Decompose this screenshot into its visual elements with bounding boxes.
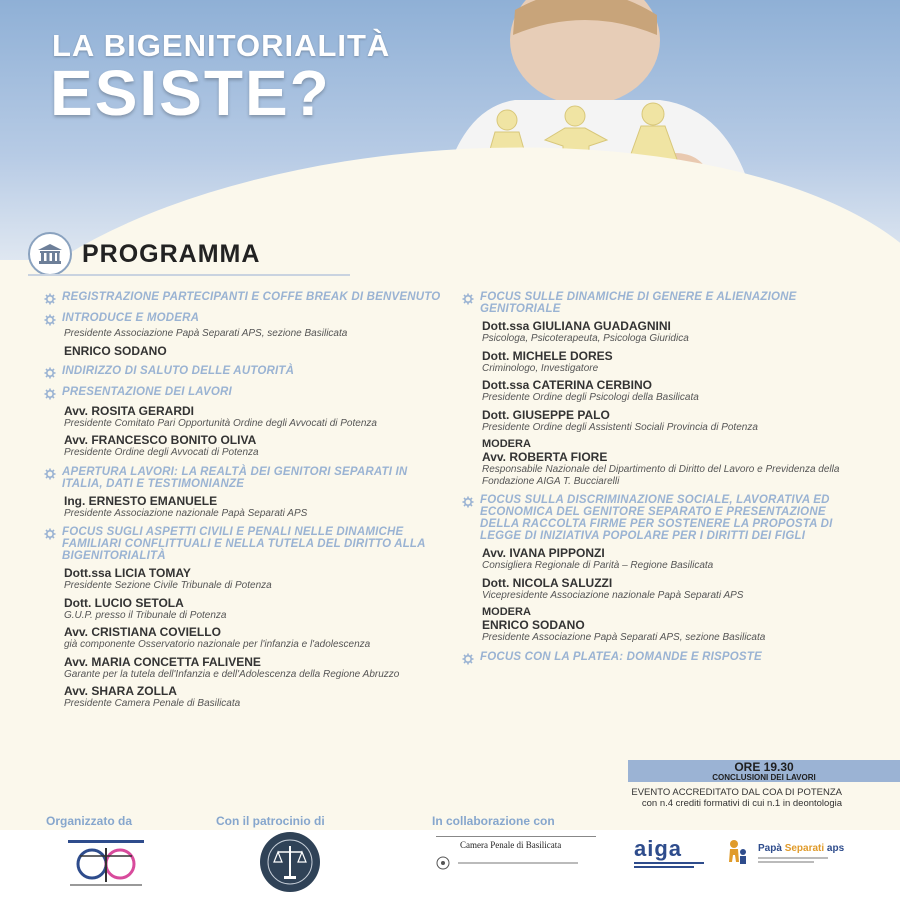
speaker-list	[462, 546, 862, 644]
speaker-list	[44, 404, 444, 459]
speaker-name: Avv. FRANCESCO BONITO OLIVA	[64, 433, 257, 447]
gear-icon	[44, 314, 56, 326]
speaker-name: ENRICO SODANO	[482, 618, 585, 632]
program-section	[44, 365, 444, 379]
speaker-role: Presidente Ordine degli Assistenti Sociali Provincia di Potenza	[482, 421, 758, 433]
programma-left-column	[44, 284, 444, 710]
gear-icon	[44, 468, 56, 480]
speaker-name: Dott. MICHELE DORES	[482, 348, 613, 363]
speaker-role: Presidente Associazione Papà Separati APS, sezione Basilicata	[482, 632, 766, 643]
programma-right-column	[462, 284, 862, 665]
speaker-name: Dott.ssa GIULIANA GUADAGNINI	[482, 319, 671, 333]
speaker-role: Criminologo, Investigatore	[482, 362, 599, 374]
moderator-label: MODERA	[482, 606, 531, 618]
speaker-role: G.U.P. presso il Tribunale di Potenza	[64, 609, 227, 621]
speaker-role: Presidente Associazione Papà Separati APS, sezione Basilicata	[64, 328, 348, 339]
gear-icon	[462, 293, 474, 305]
accreditation-note	[520, 787, 842, 809]
speaker-name: Avv. ROSITA GERARDI	[64, 403, 195, 418]
speaker-name: Dott.ssa CATERINA CERBINO	[482, 378, 653, 392]
speaker-name: Dott. NICOLA SALUZZI	[482, 575, 613, 590]
aiga-logo	[634, 838, 704, 868]
footer-logos	[0, 830, 900, 900]
organizer-logo	[64, 838, 148, 890]
ordine-avvocati-logo	[248, 830, 332, 894]
section-title: FOCUS SUGLI ASPETTI CIVILI E PENALI NELLE DINAMICHE FAMILIARI CONFLITTUALI E NELLA TUTELA DEL DIRITTO ALLA BIGENITORIALITÀ	[62, 526, 426, 562]
speaker-list	[44, 566, 444, 710]
gear-icon	[462, 496, 474, 508]
section-title: REGISTRAZIONE PARTECIPANTI E COFFE BREAK DI BENVENUTO	[62, 291, 441, 303]
aiga-wordmark: aiga	[634, 836, 683, 861]
speaker-list	[44, 328, 444, 358]
speaker-list	[44, 494, 444, 520]
speaker-name: Avv. MARIA CONCETTA FALIVENE	[64, 654, 261, 669]
program-section	[44, 466, 444, 490]
speaker-name: Dott. GIUSEPPE PALO	[482, 407, 610, 422]
speaker-name: Avv. CRISTIANA COVIELLO	[64, 625, 221, 639]
gear-icon	[44, 528, 56, 540]
speaker-name: Avv. SHARA ZOLLA	[64, 684, 177, 698]
section-title: FOCUS SULLE DINAMICHE DI GENERE E ALIENAZIONE GENITORIALE	[480, 291, 797, 315]
speaker-role: Presidente Associazione nazionale Papà Separati APS	[64, 507, 308, 519]
section-title: INTRODUCE E MODERA	[62, 312, 200, 324]
section-title: INDIRIZZO DI SALUTO DELLE AUTORITÀ	[62, 364, 295, 377]
moderator-label: MODERA	[482, 438, 531, 450]
collaboration-label: In collaborazione con	[432, 814, 555, 828]
courthouse-icon	[28, 232, 72, 276]
programma-header	[28, 232, 260, 276]
speaker-role: Presidente Camera Penale di Basilicata	[64, 698, 241, 709]
speaker-name: Avv. IVANA PIPPONZI	[482, 546, 605, 560]
papa-separati-logo	[722, 838, 844, 868]
gear-icon	[462, 653, 474, 665]
hero-banner	[0, 0, 900, 260]
program-section	[44, 526, 444, 562]
speaker-name: Dott. LUCIO SETOLA	[64, 595, 184, 610]
section-title: PRESENTAZIONE DEI LAVORI	[62, 385, 232, 398]
father-child-icon	[722, 838, 752, 868]
section-title: FOCUS CON LA PLATEA: DOMANDE E RISPOSTE	[480, 650, 762, 663]
speaker-role: già componente Osservatorio nazionale per l'infanzia e l'adolescenza	[64, 639, 371, 650]
programma-divider	[28, 274, 350, 276]
camera-penale-logo	[436, 836, 596, 870]
program-section	[462, 651, 862, 665]
speaker-list	[462, 319, 862, 487]
accreditation-line-1: EVENTO ACCREDITATO DAL COA DI POTENZA	[631, 787, 842, 798]
accreditation-line-2: con n.4 crediti formativi di cui n.1 in deontologia	[641, 798, 842, 809]
speaker-name: ENRICO SODANO	[64, 343, 167, 358]
closing-time-box	[628, 760, 900, 782]
camera-penale-name: Camera Penale di Basilicata	[460, 840, 562, 850]
program-section	[44, 312, 444, 326]
section-title: FOCUS SULLA DISCRIMINAZIONE SOCIALE, LAVORATIVA ED ECONOMICA DEL GENITORE SEPARATO E PRESENTAZIONE DELLA RACCOLTA FIRME PER SOSTENERE LA PROPOSTA DI LEGGE DI INIZIATIVA POPOLARE PER I DIRITTI DEI FIGLI	[480, 494, 833, 542]
speaker-role: Presidente Sezione Civile Tribunale di Potenza	[64, 580, 272, 591]
closing-label: CONCLUSIONI DEI LAVORI	[712, 773, 816, 782]
speaker-name: Dott.ssa LICIA TOMAY	[64, 566, 191, 580]
organized-by-label: Organizzato da	[46, 814, 133, 828]
patronage-label: Con il patrocinio di	[216, 814, 325, 828]
title-line-1: LA BIGENITORIALITÀ	[52, 28, 391, 63]
speaker-name: Avv. ROBERTA FIORE	[482, 450, 608, 464]
speaker-role: Garante per la tutela dell'Infanzia e dell'Adolescenza della Regione Abruzzo	[64, 668, 400, 680]
program-section	[462, 291, 862, 315]
programma-title: PROGRAMMA	[82, 239, 261, 268]
speaker-role: Presidente Comitato Pari Opportunità Ordine degli Avvocati di Potenza	[64, 417, 377, 429]
section-title: APERTURA LAVORI: LA REALTÀ DEI GENITORI SEPARATI IN ITALIA, DATI E TESTIMONIANZE	[62, 465, 408, 490]
speaker-role: Consigliera Regionale di Parità – Regione Basilicata	[482, 560, 714, 571]
speaker-name: Ing. ERNESTO EMANUELE	[64, 493, 218, 508]
gear-icon	[44, 367, 56, 379]
speaker-role: Presidente Ordine degli Avvocati di Potenza	[64, 447, 259, 458]
program-section	[44, 386, 444, 400]
program-section	[462, 494, 862, 542]
speaker-role: Psicologa, Psicoterapeuta, Psicologa Giuridica	[482, 333, 689, 344]
program-section	[44, 291, 444, 305]
speaker-role: Presidente Ordine degli Psicologi della Basilicata	[482, 392, 699, 403]
papa-separati-wordmark: Papà Separati aps	[758, 843, 845, 854]
gear-icon	[44, 388, 56, 400]
speaker-role: Vicepresidente Associazione nazionale Papà Separati APS	[482, 589, 744, 601]
speaker-role: Responsabile Nazionale del Dipartimento di Diritto del Lavoro e Previdenza della Fondazione AIGA T. Bucciarelli	[482, 464, 840, 487]
closing-time: ORE 19.30	[734, 760, 794, 774]
camera-penale-seal-icon	[436, 856, 450, 870]
gear-icon	[44, 293, 56, 305]
title-line-2: ESISTE?	[50, 57, 331, 129]
